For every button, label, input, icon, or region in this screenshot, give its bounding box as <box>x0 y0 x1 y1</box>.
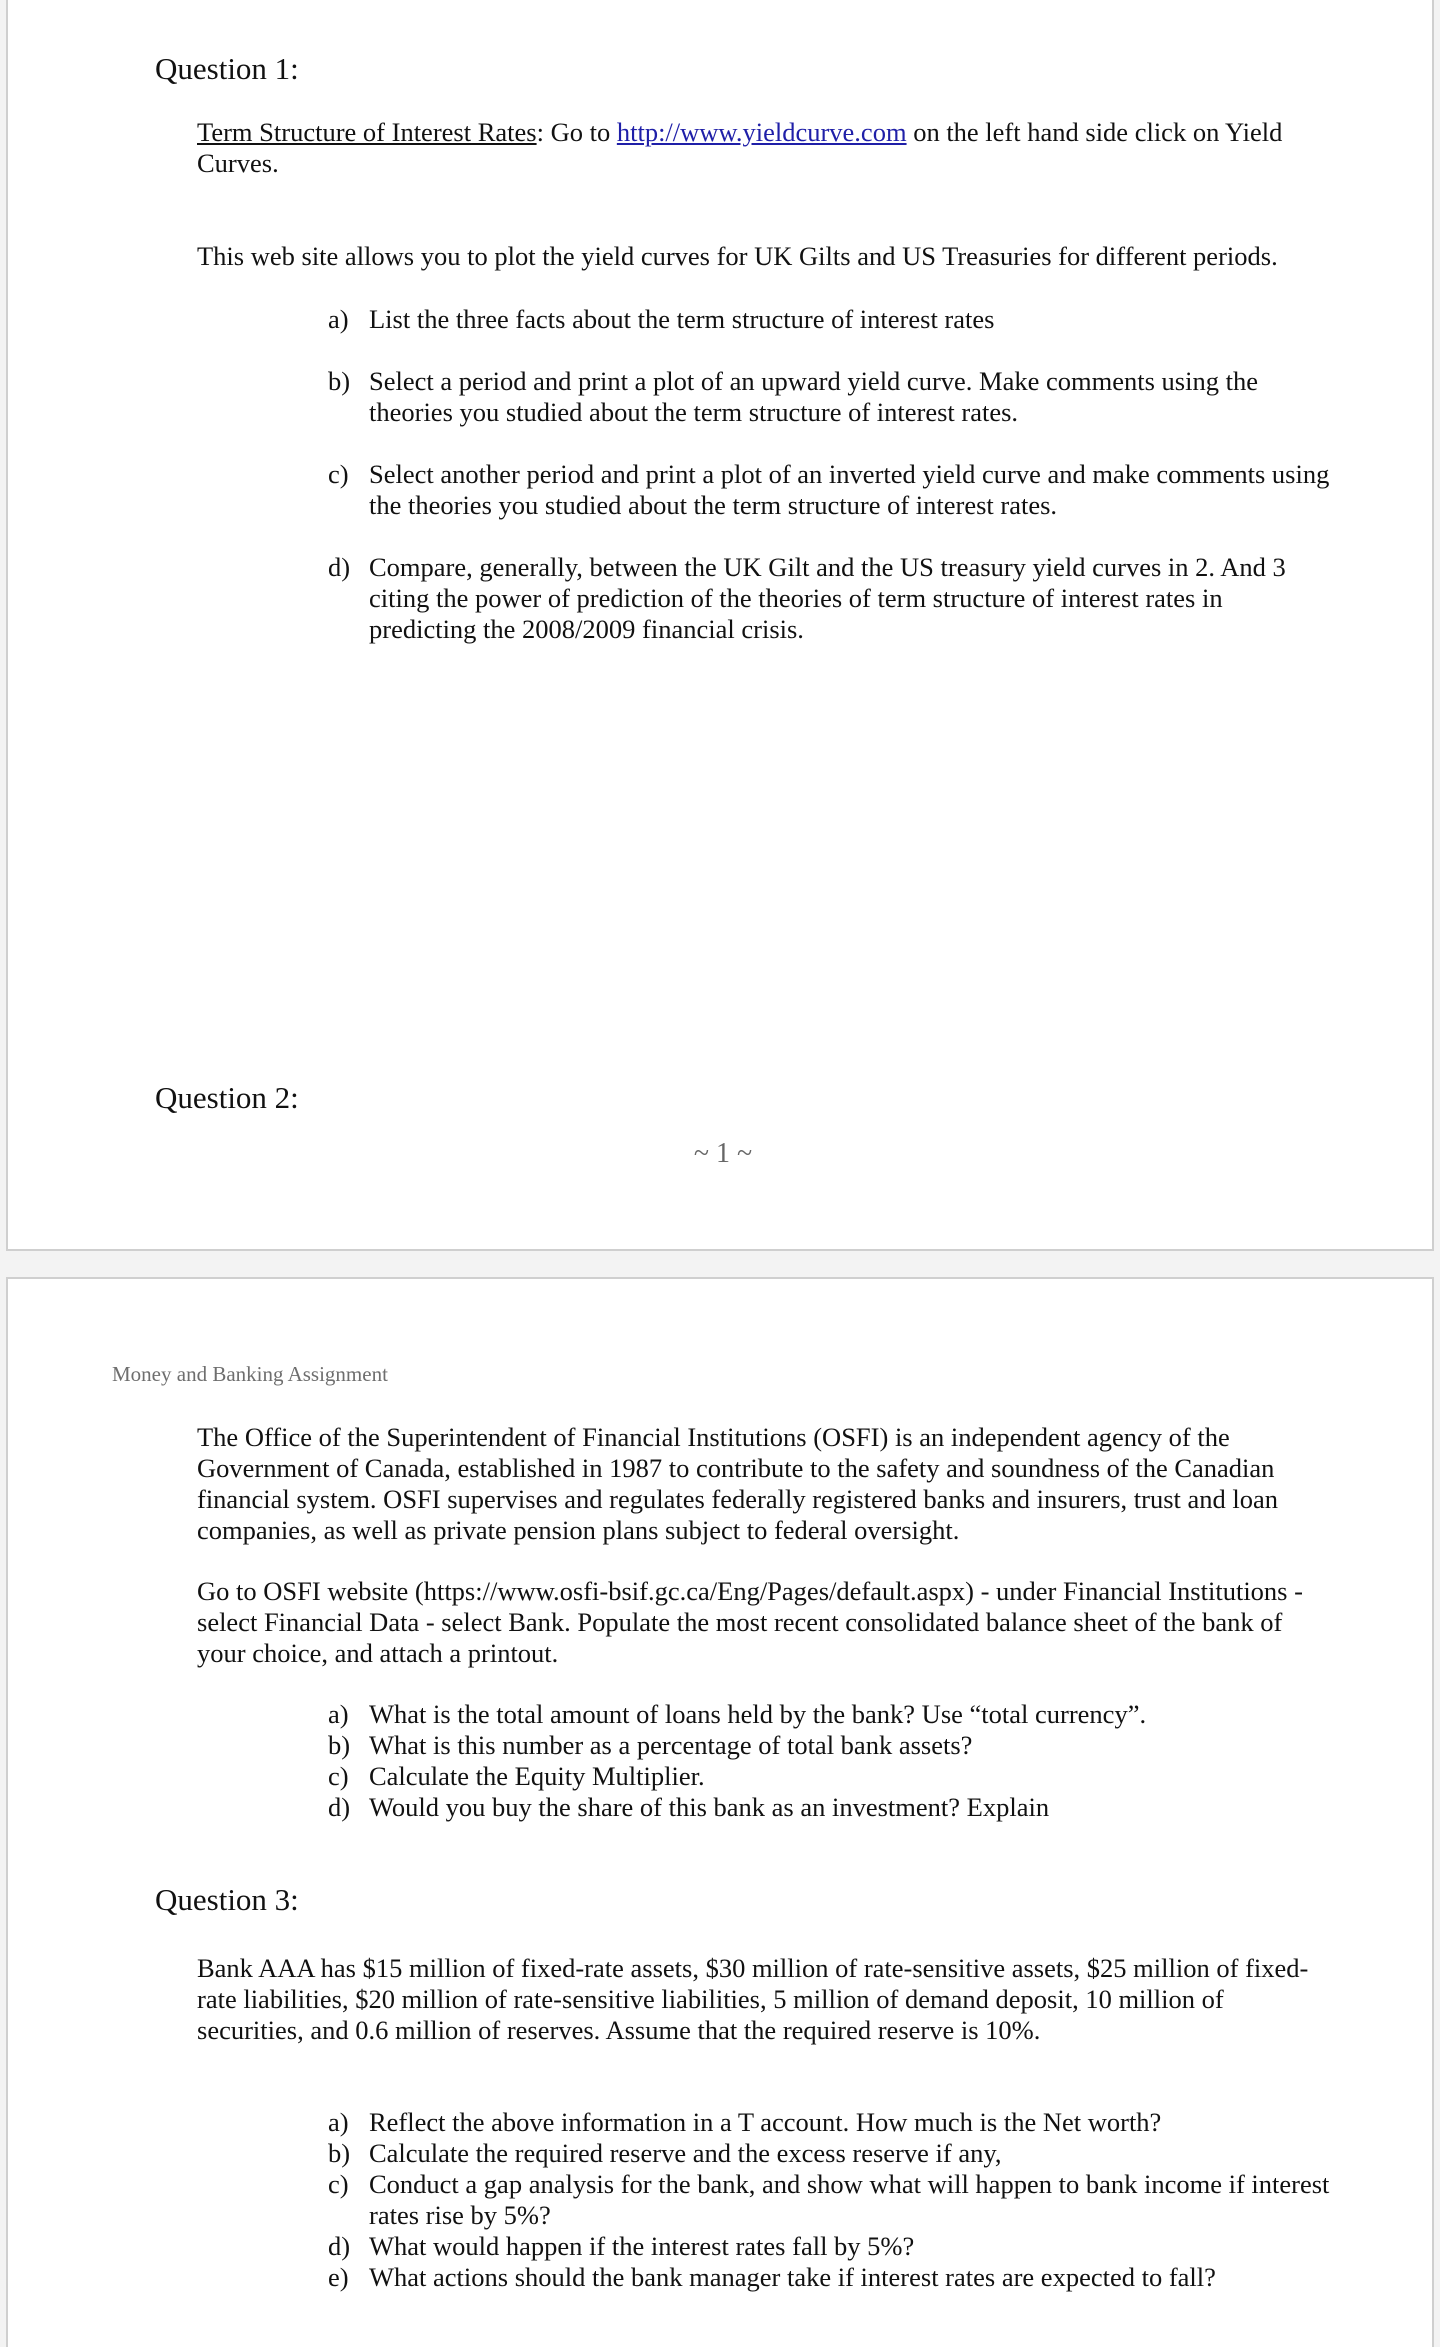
list-item <box>328 2231 1333 2262</box>
list-item-text: Calculate the required reserve and the excess reserve if any, <box>369 2138 1002 2168</box>
page-header: Money and Banking Assignment <box>112 1362 388 1386</box>
instruction-paragraph: Go to OSFI website (https://www.osfi-bsif.gc.ca/Eng/Pages/default.aspx) - under Financial Institutions - select Financial Data - select Bank. Populate the most recent consolidated balance sheet of the bank of your choice, and attach a printout. <box>197 1576 1303 1668</box>
list-item <box>328 1761 1333 1792</box>
list-marker: b) <box>328 366 351 396</box>
list-item <box>328 366 1333 428</box>
intro-text-after-link: on the left hand side click on Yield Curves. <box>197 117 1283 178</box>
list-marker: e) <box>328 2262 349 2292</box>
question-2-list <box>328 1699 1333 1823</box>
list-item <box>328 1699 1333 1730</box>
list-item <box>328 1792 1333 1823</box>
list-item-text: What is the total amount of loans held by the bank? Use “total currency”. <box>369 1699 1147 1729</box>
list-marker: d) <box>328 2231 351 2261</box>
document-page-1 <box>6 0 1434 1251</box>
list-item-text: What actions should the bank manager take if interest rates are expected to fall? <box>369 2262 1216 2292</box>
list-item-text: List the three facts about the term structure of interest rates <box>369 304 995 334</box>
question-1-list <box>328 366 1333 428</box>
list-item-text: Reflect the above information in a T account. How much is the Net worth? <box>369 2107 1162 2137</box>
list-item-text: Select a period and print a plot of an upward yield curve. Make comments using the theories you studied about the term structure of interest rates. <box>369 366 1258 427</box>
list-item-text: What is this number as a percentage of total bank assets? <box>369 1730 973 1760</box>
list-item <box>328 2262 1333 2293</box>
page-number: ~ 1 ~ <box>693 1138 753 1169</box>
list-item <box>328 459 1333 521</box>
topic-title: Term Structure of Interest Rates <box>197 117 537 147</box>
list-marker: a) <box>328 1699 349 1729</box>
list-marker: c) <box>328 1761 349 1791</box>
question-1-list <box>328 304 1333 335</box>
list-item-text: Select another period and print a plot of an inverted yield curve and make comments using the theories you studied about the term structure of interest rates. <box>369 459 1330 520</box>
question-1-list <box>328 552 1333 645</box>
list-item <box>328 2169 1333 2231</box>
list-item <box>328 1730 1333 1761</box>
question-1-description: This web site allows you to plot the yield curves for UK Gilts and US Treasuries for different periods. <box>197 241 1278 271</box>
list-item <box>328 2107 1333 2138</box>
list-marker: a) <box>328 2107 349 2137</box>
list-marker: d) <box>328 1792 351 1822</box>
osfi-paragraph: The Office of the Superintendent of Financial Institutions (OSFI) is an independent agency of the Government of Canada, established in 1987 to contribute to the safety and soundness of the Canadian financial system. OSFI supervises and regulates federally registered banks and insurers, trust and loan companies, as well as private pension plans subject to federal oversight. <box>197 1422 1279 1545</box>
list-item <box>328 304 1333 335</box>
question-3-paragraph: Bank AAA has $15 million of fixed-rate assets, $30 million of rate-sensitive assets, $25 million of fixed-rate liabilities, $20 million of rate-sensitive liabilities, 5 million of demand deposit, 10 million of securities, and 0.6 million of reserves. Assume that the required reserve is 10%. <box>197 1953 1309 2045</box>
list-item <box>328 552 1333 645</box>
intro-text-before-link: : Go to <box>536 117 617 147</box>
list-item-text: Calculate the Equity Multiplier. <box>369 1761 705 1791</box>
list-item-text: Compare, generally, between the UK Gilt and the US treasury yield curves in 2. And 3 citing the power of prediction of the theories of term structure of interest rates in predicting the 2008/2009 financial crisis. <box>369 552 1286 644</box>
list-marker: c) <box>328 459 349 489</box>
question-3-list <box>328 2107 1333 2293</box>
list-marker: d) <box>328 552 351 582</box>
question-1-heading: Question 1: <box>155 51 299 86</box>
list-item-text: Would you buy the share of this bank as an investment? Explain <box>369 1792 1050 1822</box>
list-item <box>328 2138 1333 2169</box>
question-1-intro <box>197 117 1337 179</box>
yieldcurve-link[interactable]: http://www.yieldcurve.com <box>616 117 907 147</box>
list-item-text: What would happen if the interest rates fall by 5%? <box>369 2231 915 2261</box>
document-page-2 <box>6 1277 1434 2347</box>
list-marker: a) <box>328 304 349 334</box>
question-2-heading: Question 2: <box>155 1080 299 1115</box>
question-3-heading: Question 3: <box>155 1882 299 1917</box>
list-item-text: Conduct a gap analysis for the bank, and show what will happen to bank income if interest rates rise by 5%? <box>369 2169 1330 2230</box>
list-marker: b) <box>328 1730 351 1760</box>
list-marker: c) <box>328 2169 349 2199</box>
question-1-list <box>328 459 1333 521</box>
list-marker: b) <box>328 2138 351 2168</box>
